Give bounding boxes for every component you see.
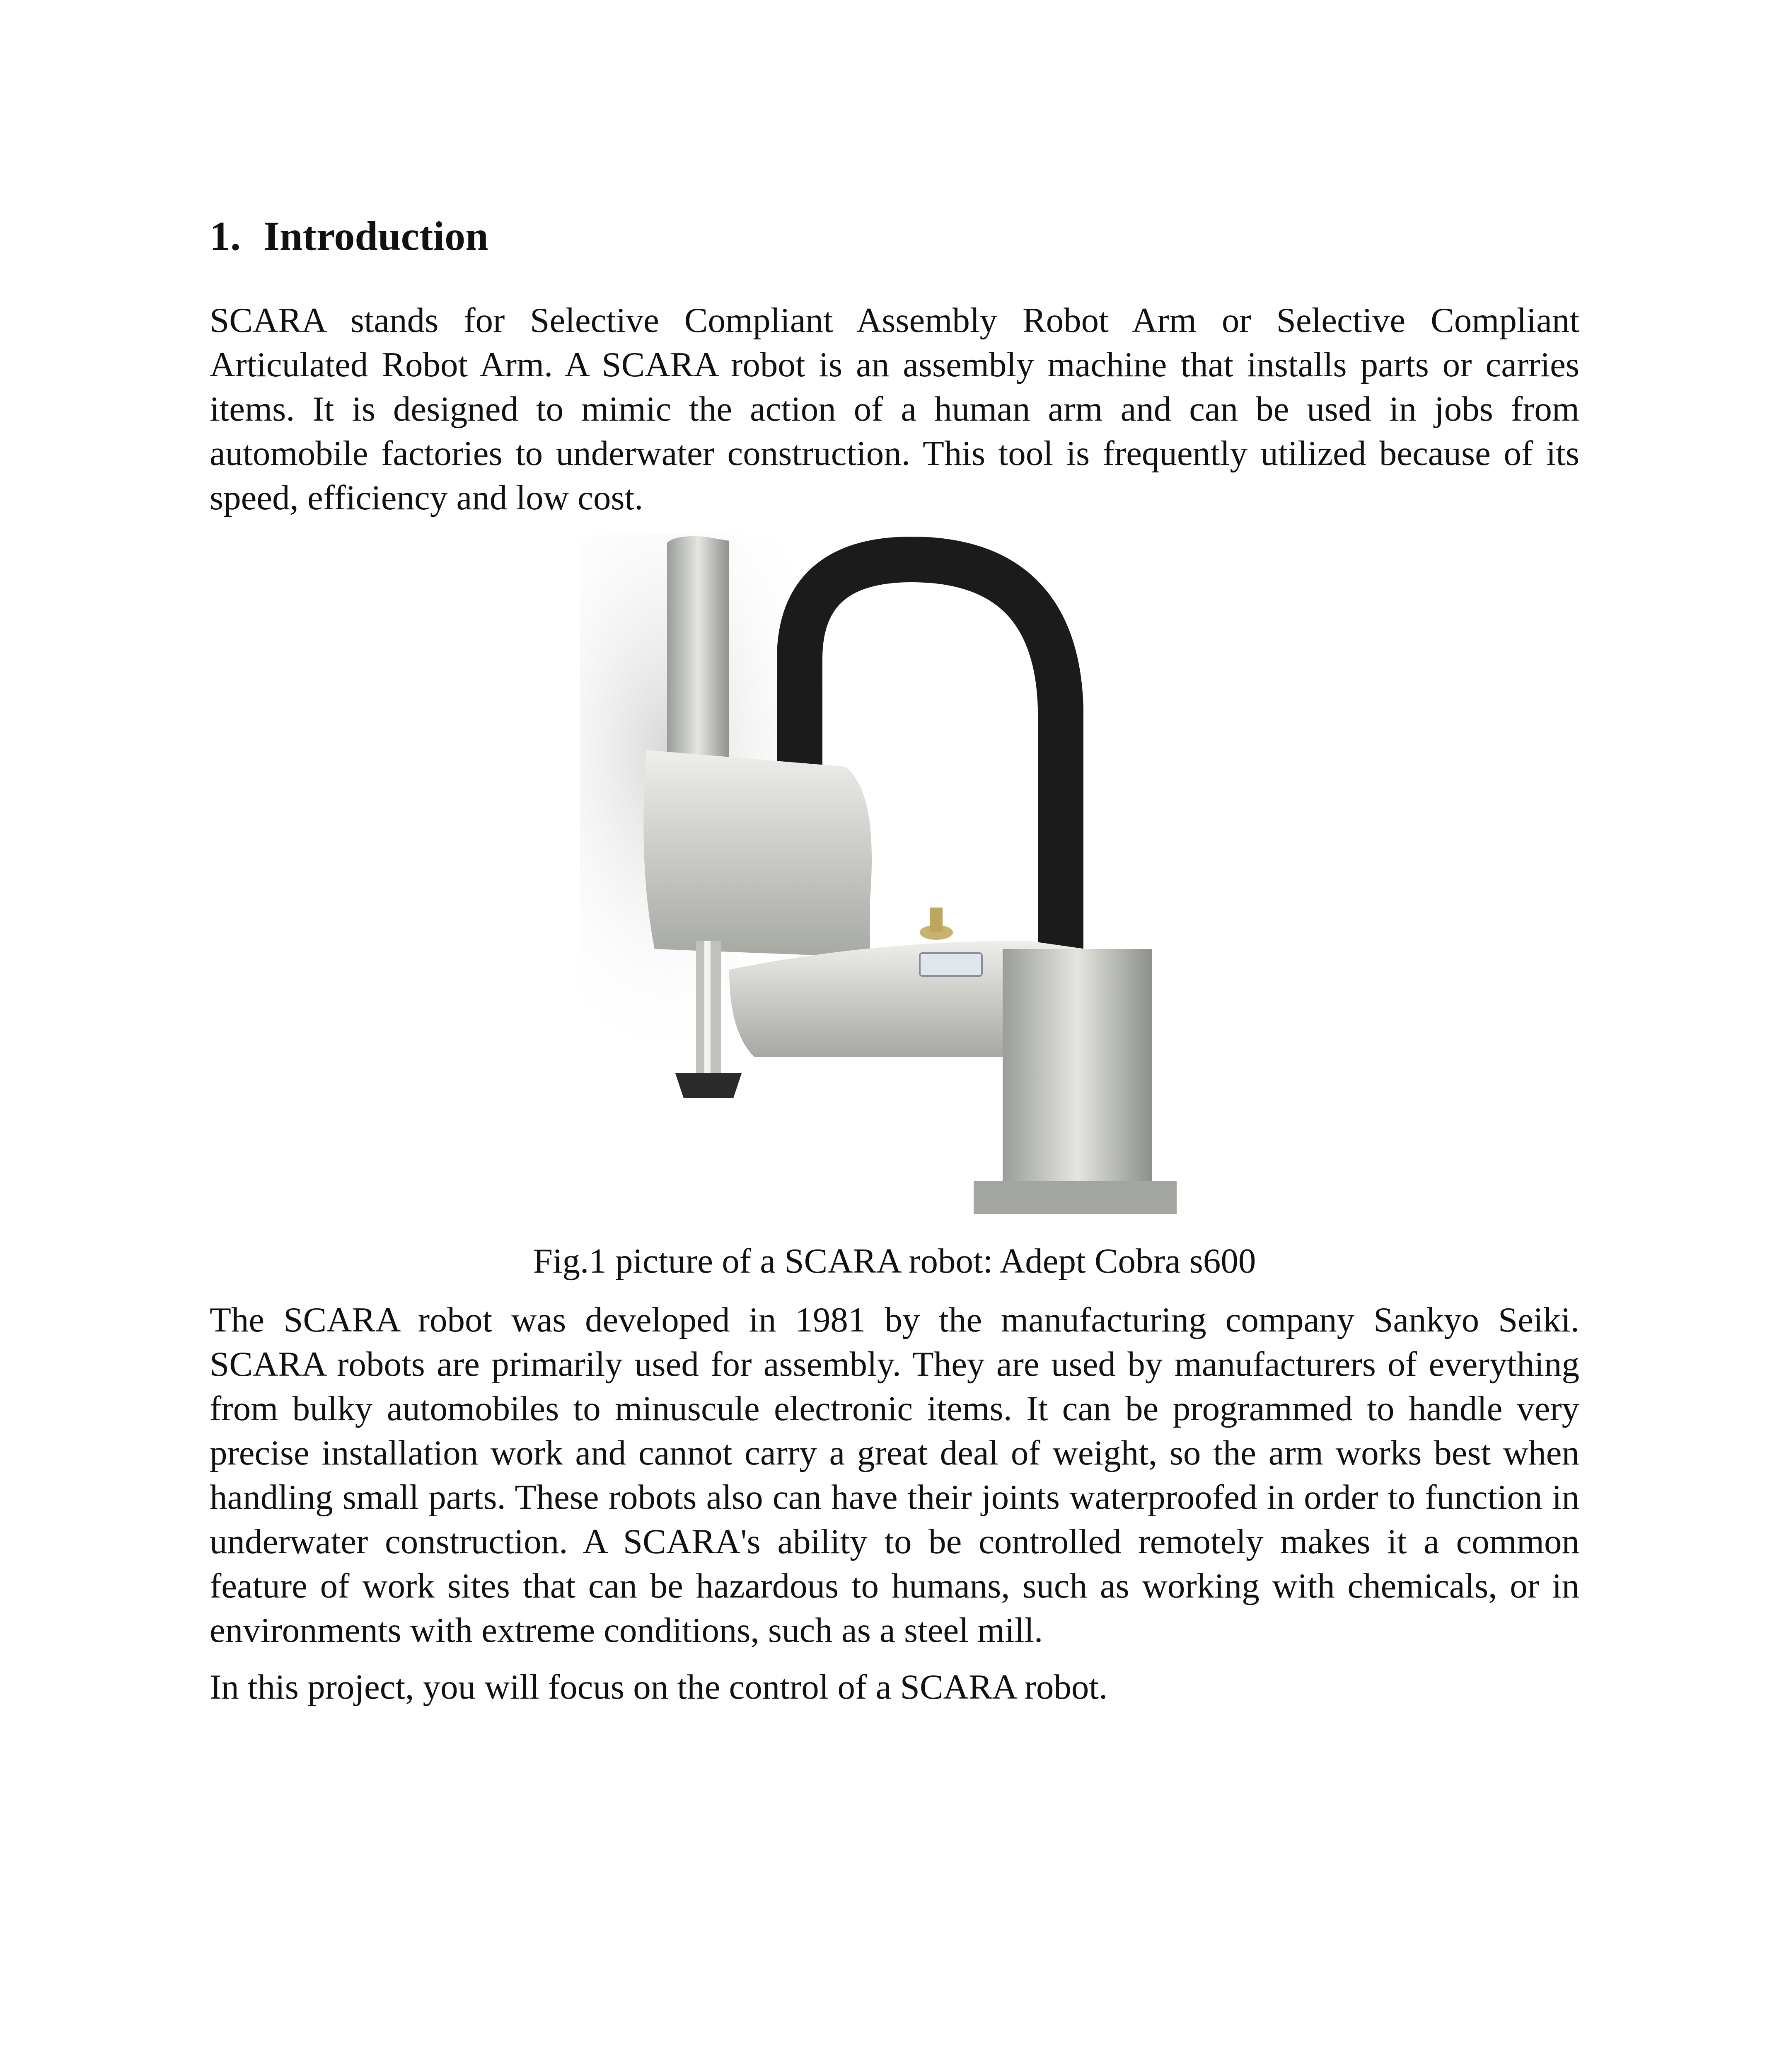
history-paragraph: The SCARA robot was developed in 1981 by the manufacturing company Sankyo Seiki. SCARA robots are primarily used for assembly. They are used by manufacturers of everything from bulky automobiles to minuscule electronic items. It can be programmed to handle very precise installation work and cannot carry a great deal of weight, so the arm works best when handling small parts. These robots also can have their joints waterproofed in order to function in underwater construction. A SCARA's ability to be controlled remotely makes it a common feature of work sites that can be hazardous to humans, such as working with chemicals, or in environments with extreme conditions, such as a steel mill. (210, 1300, 1579, 1650)
intro-paragraph: SCARA stands for Selective Compliant Assembly Robot Arm or Selective Compliant Articulated Robot Arm. A SCARA robot is an assembly machine that installs parts or carries items. It is designed to mimic the action of a human arm and can be used in jobs from automobile factories to underwater construction. This tool is frequently utilized because of its speed, efficiency and low cost. (210, 301, 1579, 517)
project-paragraph: In this project, you will focus on the control of a SCARA robot. (210, 1668, 1108, 1706)
scara-robot-image (580, 535, 1185, 1231)
figure-caption: Fig.1 picture of a SCARA robot: Adept Cobra s600 (533, 1242, 1256, 1280)
section-title: Introduction (264, 213, 488, 259)
section-heading (210, 209, 1579, 263)
section-number: 1. (210, 213, 241, 259)
